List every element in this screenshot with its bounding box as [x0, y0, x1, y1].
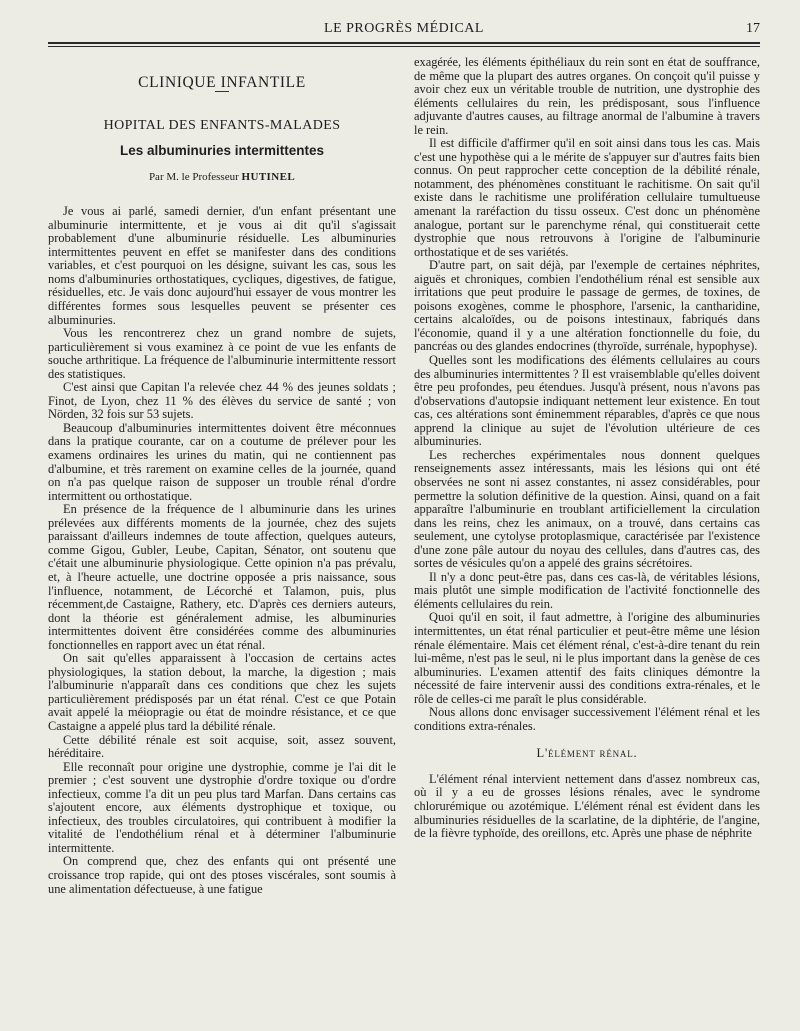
paragraph: Vous les rencontrerez chez un grand nombre de sujets, particulièrement si vous examinez à ce point de vue les enfants de souche arthritique. La fréquence de l'albuminurie intermittente ressort des statistiques. — [48, 326, 396, 381]
journal-title: LE PROGRÈS MÉDICAL — [324, 21, 484, 36]
right-column — [414, 56, 760, 1028]
byline-prefix: Par M. le Professeur — [148, 170, 239, 183]
paragraph: Il est difficile d'affirmer qu'il en soit ainsi dans tous les cas. Mais c'est une hypothèse qui a le mérite de s'appuyer sur d'autres faits bien connus. On peut rapprocher cette conception de la débilité rénale, notamment, des phénomènes constituant le rachitisme. On sait qu'il existe dans le rachitisme une prolifération cellulaire tumultueuse amenant la raréfaction du tissu osseux. C'est donc un phénomène analogue, portant sur le parenchyme rénal, qui constituerait cette dystrophie que nous retrouvons à l'origine de l'albuminurie orthostatique et de ses variétés. — [414, 136, 760, 259]
paragraph: En présence de la fréquence de l albuminurie dans les urines prélevées aux différents moments de la journée, chez des sujets paraissant d'ailleurs indemnes de toute affection, quelques auteurs, comme Gigou, Gubler, Leube, Capitan, Sénator, ont soutenu que c'était une albuminurie physiologique. Cette opinion n'a pas prévalu, et, à l'heure actuelle, une doctrine opposée a pris naissance, sous l'influence, notamment, de Lécorché et Talamon, puis, plus récemment,de Castaigne, Rathery, etc. D'après ces derniers auteurs, dont la théorie est généralement admise, les albuminuries intermittentes doivent être considérées comme des albuminuries fonctionnelles en rapport avec un état rénal. — [48, 502, 396, 652]
subheading: L'élément rénal. — [536, 746, 638, 761]
article-title: Les albuminuries intermittentes — [119, 143, 325, 159]
header-rule — [48, 42, 760, 44]
paragraph: Quoi qu'il en soit, il faut admettre, à l'origine des albuminuries intermittentes, un état rénal particulier et peut-être même une lésion rénale élémentaire. Mais cet élément rénal, c'est-à-dire tenant du rein lui-même, n'est pas le seul, ni le plus important dans la genèse de ces albuminuries. L'examen attentif des faits cliniques démontre la nécessité de faire intervenir aussi des conditions extra-rénales, et le rôle de celles-ci me paraît le plus considérable. — [414, 610, 760, 706]
paragraph: Nous allons donc envisager successivement l'élément rénal et les conditions extra-rénales. — [414, 705, 760, 733]
section-title: CLINIQUE INFANTILE — [138, 74, 306, 91]
paragraph: Il n'y a donc peut-être pas, dans ces cas-là, de véritables lésions, mais plutôt une simple modification de l'activité fonctionnelle des éléments cellulaires du rein. — [414, 569, 760, 611]
paragraph: Les recherches expérimentales nous donnent quelques renseignements assez intéressants, mais les lésions qui ont été observées ne sont ni assez constantes, ni assez considérables, pour permettre la solution définitive de la question. Ainsi, quand on a fait apparaître l'albuminurie en troublant artificiellement la circulation dans les reins, chez les animaux, on a trouvé, dans certains cas seulement, une cytolyse protoplasmique, caractérisée par l'existence d'une zone pâle autour du noyau des cellules, dans d'autres cas, des sortes de vésicules qu'on a appelé des grains sécrétoires. — [414, 447, 760, 571]
hospital-heading: HOPITAL DES ENFANTS-MALADES — [103, 117, 341, 133]
left-column — [48, 52, 396, 1024]
paragraph: Quelles sont les modifications des éléments cellulaires au cours des albuminuries intermittentes ? Il est vraisemblable qu'elles doivent être peu profondes, peu étendues. Jusqu'à présent, nous n'avons pas d'observations d'autopsie indiquant nettement leur existence. En tout cas, ces altérations sont éminemment réparables, d'après ce que nous apprend la clinique au sujet de l'évolution ultérieure de ces albuminuries. — [414, 353, 760, 449]
paragraph: D'autre part, on sait déjà, par l'exemple de certaines néphrites, aiguës et chroniques, combien l'endothélium rénal est sensible aux irritations que peut produire le passage de germes, de toxines, de poisons exogènes, comme le phosphore, l'arsenic, la cantharidine, certains alcaloïdes, ou de poisons intestinaux, fabriqués dans l'économie, quand il y a une altération fonctionnelle du foie, du pancréas ou des glandes endocrines (thyroïde, surrénale, hypophyse). — [414, 258, 760, 354]
paragraph: Beaucoup d'albuminuries intermittentes doivent être méconnues dans la pratique courante, car on a coutume de prélever pour les examens ordinaires les urines du matin, qui ne contiennent pas d'albumine, et très rarement on examine celles de la journée, quand on n'a pas quelque raison de supposer un trouble rénal d'ordre intermittent ou orthostatique. — [48, 420, 396, 503]
page-number: 17 — [746, 21, 760, 36]
paragraph: Elle reconnaît pour origine une dystrophie, comme je l'ai dit le premier ; c'est souvent une dystrophie d'ordre toxique ou d'ordre infectieux, comme l'a dit un peu plus tard Marfan. Dans certains cas s'ajoutent encore, aux éléments dystrophique et toxique, ou infectieux, des troubles circulatoires, qui contribuent à modifier la vitalité de l'endothélium rénal et à déterminer l'albuminurie intermittente. — [48, 759, 396, 855]
paragraph: Cette débilité rénale est soit acquise, soit, assez souvent, héréditaire. — [48, 732, 396, 761]
byline — [48, 171, 396, 185]
author-name: HUTINEL — [241, 170, 296, 183]
paragraph: On comprend que, chez des enfants qui ont présenté une croissance trop rapide, qui ont des ptoses viscérales, sont soumis à une alimentation défectueuse, à une fatigue — [48, 854, 396, 896]
paragraph: C'est ainsi que Capitan l'a relevée chez 44 % des jeunes soldats ; Finot, de Lyon, chez 11 % des élèves du service de santé ; von Nörden, 32 fois sur 53 sujets. — [48, 380, 396, 422]
paragraph: exagérée, les éléments épithéliaux du rein sont en état de souffrance, de même que la plupart des autres organes. On conçoit qu'il puisse y avoir chez eux un véritable trouble de nutrition, une dystrophie des éléments cellulaires du rein, les prédisposant, sous l'influence adjuvante d'autres causes, au filtrage anormal de l'albumine à travers le rein. — [414, 56, 760, 137]
running-head — [48, 20, 760, 40]
paragraph: L'élément rénal intervient nettement dans d'assez nombreux cas, où il y a eu de grosses lésions rénales, avec le syndrome chlorurémique ou azotémique. L'élément rénal est évident dans les albuminuries résiduelles de la scarlatine, de la diphtérie, de l'angine, de la fièvre typhoïde, des oreillons, etc. Après une phase de néphrite — [414, 771, 760, 841]
header-rule-thin — [48, 46, 760, 47]
paragraph: On sait qu'elles apparaissent à l'occasion de certains actes physiologiques, la station debout, la marche, la digestion ; mais l'albuminurie n'apparaît dans ces conditions que chez les sujets particulièrement prédisposés par un état rénal. C'est ce que Potain avait appelé la méiopragie ou état de moindre résistance, et ce que Castaigne a appelé plus tard la débilité rénale. — [48, 651, 396, 733]
paragraph: Je vous ai parlé, samedi dernier, d'un enfant présentant une albuminurie intermittente, et je vous ai dit qu'il s'agissait probablement d'une albuminurie résiduelle. Les albuminuries intermittentes peuvent en effet se manifester dans des conditions variables, et c'est pourquoi on les désigne, suivant les cas, sous les noms d'albuminuries orthostatiques, cycliques, digestives, de fatigue, résiduelles, etc. Je vais donc aujourd'hui essayer de vous montrer les différentes formes sous lesquelles peuvent se présenter ces albuminuries. — [48, 204, 396, 327]
